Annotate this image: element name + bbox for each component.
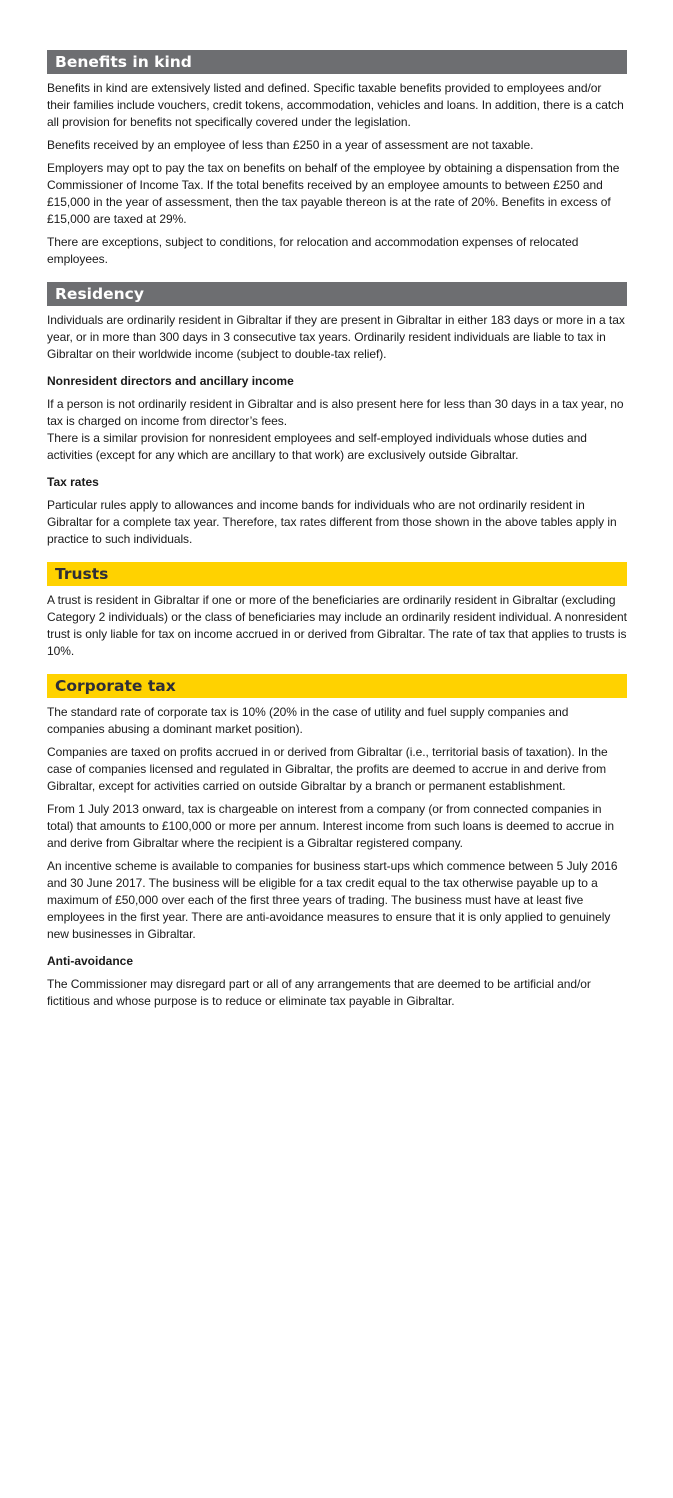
paragraph: Companies are taxed on profits accrued in or derived from Gibraltar (i.e., territorial basis of taxation). In the case of companies licensed and regulated in Gibraltar, the profits are deemed to accrue in and derive from Gibraltar, except for activities carried on outside Gibraltar by a branch or permanent establishment. [47,745,608,793]
paragraph: An incentive scheme is available to companies for business start-ups which commence between 5 July 2016 and 30 June 2017. The business will be eligible for a tax credit equal to the tax otherwise payable up to a maximum of £50,000 over each of the first three years of trading. The business must have at least five employees in the first year. There are anti-avoidance measures to ensure that it is only applied to genuinely new businesses in Gibraltar. [47,859,618,941]
section-header-benefits-in-kind: Benefits in kind [47,50,627,74]
paragraph: If a person is not ordinarily resident in Gibraltar and is also present here for less than 30 days in a tax year, no tax is charged on income from director’s fees. [47,397,624,428]
document-page [47,50,627,1016]
subheading-tax-rates: Tax rates [47,475,99,489]
paragraph: A trust is resident in Gibraltar if one or more of the beneficiaries are ordinarily resident in Gibraltar (excluding Category 2 individuals) or the class of beneficiaries may include an ordinarily resident individual. A nonresident trust is only liable for tax on income accrued in or derived from Gibraltar. The rate of tax that applies to trusts is 10%. [47,593,627,658]
paragraph: Employers may opt to pay the tax on benefits on behalf of the employee by obtaining a dispensation from the Commissioner of Income Tax. If the total benefits received by an employee amounts to between £250 and £15,000 in the year of assessment, then the tax payable thereon is at the rate of 20%. Benefits in excess of £15,000 are taxed at 29%. [47,161,620,226]
paragraph: From 1 July 2013 onward, tax is chargeable on interest from a company (or from connected companies in total) that amounts to £100,000 or more per annum. Interest income from such loans is deemed to accrue in and derive from Gibraltar where the recipient is a Gibraltar registered company. [47,802,615,850]
paragraph: Individuals are ordinarily resident in Gibraltar if they are present in Gibraltar in either 183 days or more in a tax year, or in more than 300 days in 3 consecutive tax years. Ordinarily resident individuals are liable to tax in Gibraltar on their worldwide income (subject to double-tax relief). [47,313,625,361]
section-header-trusts: Trusts [47,562,627,586]
subheading-nonresident-directors: Nonresident directors and ancillary income [47,374,294,388]
paragraph: There are exceptions, subject to conditions, for relocation and accommodation expenses of relocated employees. [47,235,579,266]
section-header-residency: Residency [47,282,627,306]
paragraph: Benefits received by an employee of less than £250 in a year of assessment are not taxable. [47,138,534,152]
paragraph: The Commissioner may disregard part or all of any arrangements that are deemed to be artificial and/or fictitious and whose purpose is to reduce or eliminate tax payable in Gibraltar. [47,977,591,1008]
section-header-corporate-tax: Corporate tax [47,674,627,698]
paragraph: Particular rules apply to allowances and income bands for individuals who are not ordinarily resident in Gibraltar for a complete tax year. Therefore, tax rates different from those shown in the above tables apply in practice to such individuals. [47,498,617,546]
subheading-anti-avoidance: Anti-avoidance [47,954,134,968]
paragraph: There is a similar provision for nonresident employees and self-employed individuals whose duties and activities (except for any which are ancillary to that work) are exclusively outside Gibraltar. [47,431,587,462]
paragraph: The standard rate of corporate tax is 10% (20% in the case of utility and fuel supply companies and companies abusing a dominant market position). [47,705,569,736]
paragraph: Benefits in kind are extensively listed and defined. Specific taxable benefits provided to employees and/or their families include vouchers, credit tokens, accommodation, vehicles and loans. In addition, there is a catch all provision for benefits not specifically covered under the legislation. [47,81,624,129]
